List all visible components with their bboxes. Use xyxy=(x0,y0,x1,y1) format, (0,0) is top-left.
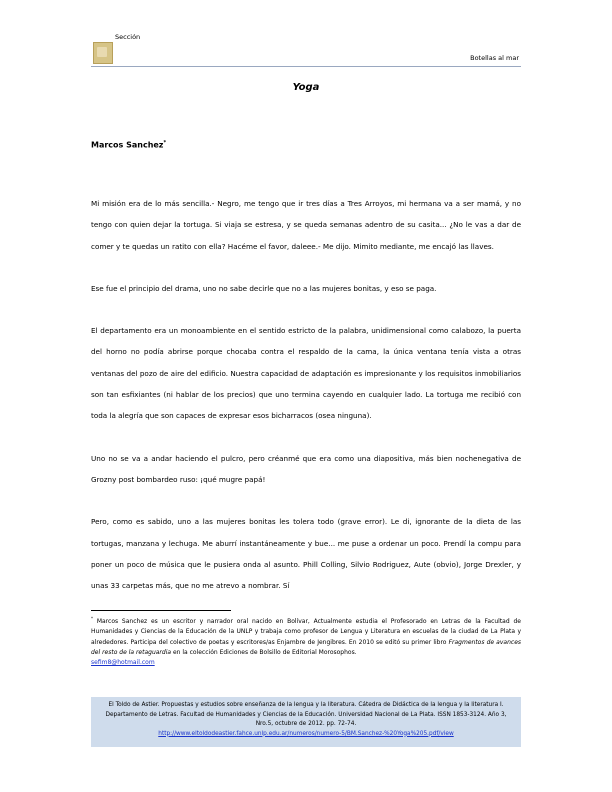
footnote-text: Marcos Sanchez es un escritor y narrador oral nacido en Bolívar, Actualmente estudia el Profesorado en Letras de la Facultad de Humanidades y Ciencias de la Educación de la UNLP y trabaja como profesor de Lengua y Literatura en escuelas de la ciudad de La Plata y alrededores. Participa del colectivo de poetas y escritores/as Enjambre de Jengibres. En 2010 se editó su primer libro xyxy=(91,618,521,646)
footnote-mark: * xyxy=(91,616,93,621)
footnote xyxy=(91,614,521,668)
paragraph: Mi misión era de lo más sencilla.- Negro, me tengo que ir tres días a Tres Arroyos, mi hermana va a ser mamá, y no tengo con quien dejar la tortuga. Si viaja se estresa, y se queda semanas adentro de su casita... ¿No le vas a dar de comer y te quedas un ratito con ella? Hacéme el favor, daleee.- Me dijo. Mimito mediante, me encajó las llaves. xyxy=(91,199,521,251)
footnote-book-title: Fragmentos de avances del resto de la retaguardia xyxy=(91,638,522,656)
section-label: Sección xyxy=(115,33,141,41)
article-title: Yoga xyxy=(292,82,320,93)
paragraph: Pero, como es sabido, uno a las mujeres bonitas les tolera todo (grave error). Le di, ignorante de la dieta de las tortugas, manzana y lechuga. Me aburrí instantáneamente y bue... me puse a ordenar un poco. Prendí la compu para poner un poco de música que le pusiera onda al asunto. Phill Colling, Silvio Rodriguez, Aute (obvio), Jorge Drexler, y unas 33 carpetas más, que no me atrevo a nombrar. Sí xyxy=(91,517,521,591)
page-header xyxy=(91,30,521,67)
citation-text: El Toldo de Astier. Propuestas y estudios sobre enseñanza de la lengua y la literatura. Cátedra de Didáctica de la lengua y la literatura I. Departamento de Letras. Facultad de Humanidades y Ciencias de la Educación. Universidad Nacional de La Plata. ISSN 1853-3124. Año 3, Nro.5, octubre de 2012. pp. 72-74. xyxy=(105,702,507,727)
citation-footer xyxy=(91,697,521,747)
paragraph: El departamento era un monoambiente en el sentido estricto de la palabra, unidimensional como calabozo, la puerta del horno no podía abrirse porque chocaba contra el respaldo de la cama, la única ventana tenía vista a otras ventanas del pozo de aire del edificio. Nuestra capacidad de adaptación es impresionante y los requisitos inmobiliarios son tan esfixiantes (ni hablar de los precios) que uno termina cayendo en cualquier lado. La tortuga me recibió con toda la alegría que son capaces de expresar esos bicharracos (osea ninguna). xyxy=(91,326,521,421)
article-url-link[interactable]: http://www.eltoldodeastier.fahce.unlp.edu.ar/numeros/numero-5/BM.Sanchez-%20Yoga%205.pdf/view xyxy=(158,730,454,737)
journal-section-name: Botellas al mar xyxy=(470,54,519,62)
footnote-text-continued: en la colección Ediciones de Bolsillo de Editorial Morosophos. xyxy=(171,648,357,656)
author-name xyxy=(91,140,166,150)
author-email-link[interactable]: sefim8@hotmail.com xyxy=(91,659,155,667)
author-footnote-mark: * xyxy=(163,140,167,146)
footnote-divider xyxy=(91,610,231,611)
paragraph: Ese fue el principio del drama, uno no sabe decirle que no a las mujeres bonitas, y eso se paga. xyxy=(91,283,437,293)
article-body xyxy=(91,193,521,617)
paragraph: Uno no se va a andar haciendo el pulcro, pero créanmé que era como una diapositiva, más bien nochenegativa de Grozny post bombardeo ruso: ¡qué mugre papá! xyxy=(91,453,521,484)
author-name-text: Marcos Sanchez xyxy=(91,140,164,150)
journal-logo-icon xyxy=(93,42,113,64)
